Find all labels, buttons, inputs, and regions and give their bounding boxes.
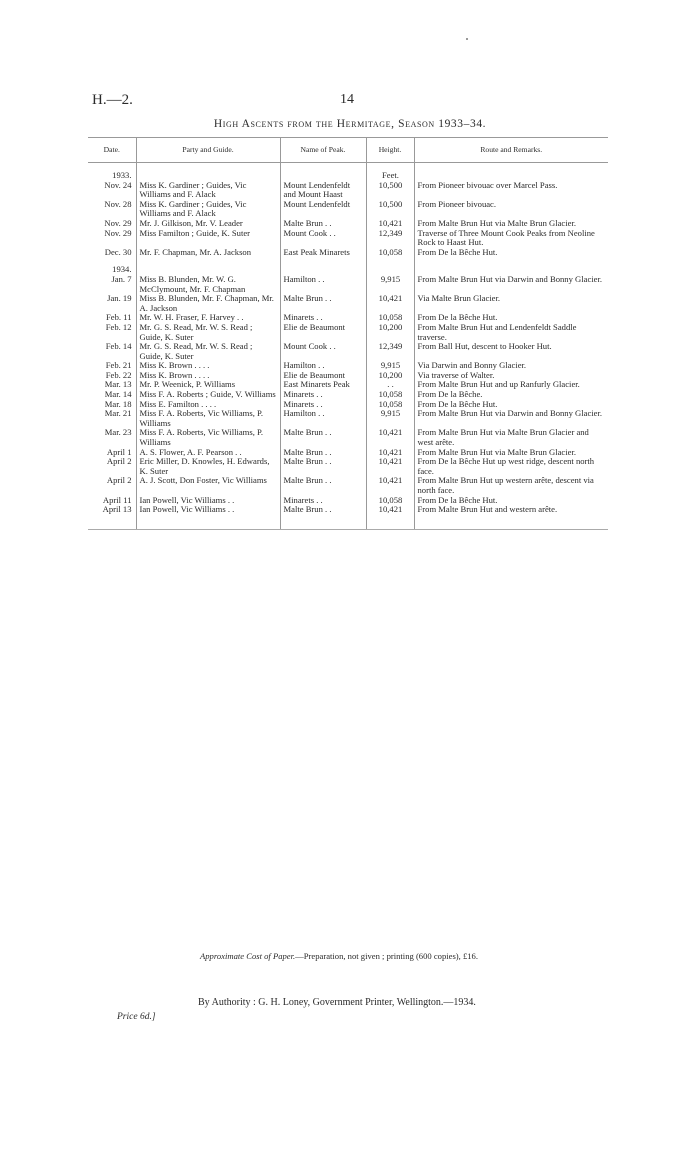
empty-cell bbox=[366, 257, 414, 275]
table-row bbox=[88, 428, 608, 447]
peak-name: Hamilton . . bbox=[280, 361, 366, 371]
ascent-date: Mar. 13 bbox=[104, 379, 132, 390]
table-row bbox=[88, 323, 608, 342]
route-remarks: From Malte Brun Hut and up Ranfurly Glacier. bbox=[414, 380, 608, 390]
peak-height: 10,500 bbox=[366, 181, 414, 200]
cost-note bbox=[200, 951, 478, 961]
ascents-table bbox=[88, 137, 608, 530]
route-remarks: From Malte Brun Hut via Malte Brun Glacier. bbox=[414, 219, 608, 229]
ascent-date: Feb. 12 bbox=[105, 321, 132, 332]
peak-name: Malte Brun . . bbox=[280, 448, 366, 458]
empty-cell bbox=[366, 515, 414, 530]
table-row bbox=[88, 505, 608, 515]
peak-height: 10,200 bbox=[366, 371, 414, 381]
route-remarks: From De la Bêche Hut. bbox=[414, 313, 608, 323]
party-and-guide: Mr. J. Gilkison, Mr. V. Leader bbox=[136, 219, 280, 229]
peak-name: Malte Brun . . bbox=[280, 294, 366, 313]
series-code: H.—2. bbox=[92, 92, 133, 108]
peak-name: Malte Brun . . bbox=[280, 219, 366, 229]
ascent-date: Mar. 21 bbox=[104, 408, 132, 419]
ascent-date: April 13 bbox=[102, 504, 132, 515]
price: Price 6d.] bbox=[117, 1012, 156, 1022]
peak-name: Hamilton . . bbox=[280, 409, 366, 428]
page-title: High Ascents from the Hermitage, Season 1933–34. bbox=[213, 118, 487, 130]
ascent-date: Mar. 18 bbox=[104, 398, 132, 409]
peak-height: 10,421 bbox=[366, 448, 414, 458]
empty-cell bbox=[136, 515, 280, 530]
page-number: 14 bbox=[340, 92, 354, 107]
peak-height: 12,349 bbox=[366, 229, 414, 248]
cost-text: —Preparation, not given ; printing (600 copies), £16. bbox=[295, 951, 478, 961]
peak-name: Minarets . . bbox=[280, 313, 366, 323]
route-remarks: From De la Bêche. bbox=[414, 390, 608, 400]
party-and-guide: Mr. F. Chapman, Mr. A. Jackson bbox=[136, 248, 280, 258]
peak-height: 9,915 bbox=[366, 409, 414, 428]
route-remarks: Via traverse of Walter. bbox=[414, 371, 608, 381]
table-row bbox=[88, 294, 608, 313]
peak-height: 10,421 bbox=[366, 428, 414, 447]
route-remarks: From De la Bêche Hut. bbox=[414, 248, 608, 258]
ascent-date: Feb. 22 bbox=[105, 369, 132, 380]
peak-height: 10,421 bbox=[366, 219, 414, 229]
table-header-row bbox=[88, 138, 608, 163]
peak-height: 10,421 bbox=[366, 294, 414, 313]
route-remarks: Via Darwin and Bonny Glacier. bbox=[414, 361, 608, 371]
peak-name: Malte Brun . . bbox=[280, 457, 366, 476]
peak-name: East Peak Minarets bbox=[280, 248, 366, 258]
party-and-guide: A. J. Scott, Don Foster, Vic Williams bbox=[136, 476, 280, 495]
peak-height: 9,915 bbox=[366, 275, 414, 294]
route-remarks: From De la Bêche Hut. bbox=[414, 400, 608, 410]
party-and-guide: Miss K. Gardiner ; Guides, Vic Williams and F. Alack bbox=[136, 181, 280, 200]
empty-cell bbox=[136, 257, 280, 275]
ascent-date: Nov. 28 bbox=[104, 198, 132, 209]
party-and-guide: Ian Powell, Vic Williams . . bbox=[136, 505, 280, 515]
route-remarks: From De la Bêche Hut. bbox=[414, 496, 608, 506]
peak-name: Minarets . . bbox=[280, 400, 366, 410]
empty-cell bbox=[88, 515, 136, 530]
route-remarks: From Malte Brun Hut up western arête, descent via north face. bbox=[414, 476, 608, 495]
year-row bbox=[88, 257, 608, 275]
route-remarks: From Malte Brun Hut via Darwin and Bonny Glacier. bbox=[414, 275, 608, 294]
empty-cell bbox=[414, 515, 608, 530]
party-and-guide: Miss B. Blunden, Mr. F. Chapman, Mr. A. Jackson bbox=[136, 294, 280, 313]
peak-height: . . bbox=[366, 380, 414, 390]
party-and-guide: Mr. G. S. Read, Mr. W. S. Read ; Guide, K. Suter bbox=[136, 323, 280, 342]
table-end-row bbox=[88, 515, 608, 530]
ascent-date: April 11 bbox=[102, 494, 132, 505]
cost-label: Approximate Cost of Paper. bbox=[200, 951, 296, 961]
peak-name: Mount Cook . . bbox=[280, 229, 366, 248]
party-and-guide: Mr. W. H. Fraser, F. Harvey . . bbox=[136, 313, 280, 323]
route-remarks: From Pioneer bivouac over Marcel Pass. bbox=[414, 181, 608, 200]
peak-name: Malte Brun . . bbox=[280, 505, 366, 515]
table-row bbox=[88, 476, 608, 495]
party-and-guide: Miss K. Gardiner ; Guides, Vic Williams and F. Alack bbox=[136, 200, 280, 219]
ascent-date: April 1 bbox=[106, 446, 132, 457]
peak-name: Malte Brun . . bbox=[280, 476, 366, 495]
peak-height: 10,421 bbox=[366, 457, 414, 476]
year-label: 1934. bbox=[112, 264, 132, 275]
authority-line: By Authority : G. H. Loney, Government Printer, Wellington.—1934. bbox=[198, 997, 476, 1008]
empty-cell bbox=[280, 163, 366, 181]
empty-cell bbox=[280, 257, 366, 275]
party-and-guide: Miss K. Brown . . . . bbox=[136, 371, 280, 381]
party-and-guide: Miss B. Blunden, Mr. W. G. McClymount, Mr. F. Chapman bbox=[136, 275, 280, 294]
party-and-guide: Eric Miller, D. Knowles, H. Edwards, K. Suter bbox=[136, 457, 280, 476]
peak-height: 10,421 bbox=[366, 476, 414, 495]
party-and-guide: Miss Familton ; Guide, K. Suter bbox=[136, 229, 280, 248]
peak-height: 10,200 bbox=[366, 323, 414, 342]
party-and-guide: Miss E. Familton . . . . bbox=[136, 400, 280, 410]
year-label: 1933. bbox=[112, 170, 132, 180]
speck bbox=[466, 38, 468, 40]
ascent-date: April 2 bbox=[106, 456, 132, 467]
route-remarks: From Malte Brun Hut via Malte Brun Glacier. bbox=[414, 448, 608, 458]
peak-height: 10,058 bbox=[366, 390, 414, 400]
peak-height: 10,058 bbox=[366, 313, 414, 323]
route-remarks: Traverse of Three Mount Cook Peaks from Neoline Rock to Haast Hut. bbox=[414, 229, 608, 248]
party-and-guide: Miss F. A. Roberts, Vic Williams, P. Williams bbox=[136, 409, 280, 428]
ascent-date: Dec. 30 bbox=[104, 246, 132, 257]
column-header-party: Party and Guide. bbox=[136, 138, 280, 163]
units-label: Feet. bbox=[366, 163, 414, 181]
ascent-date: Mar. 23 bbox=[104, 427, 132, 438]
peak-name: Elie de Beaumont bbox=[280, 371, 366, 381]
route-remarks: Via Malte Brun Glacier. bbox=[414, 294, 608, 313]
ascent-date: Jan. 19 bbox=[107, 293, 132, 304]
route-remarks: From Malte Brun Hut via Malte Brun Glacier and west arête. bbox=[414, 428, 608, 447]
peak-name: East Minarets Peak bbox=[280, 380, 366, 390]
route-remarks: From Malte Brun Hut via Darwin and Bonny Glacier. bbox=[414, 409, 608, 428]
empty-cell bbox=[136, 163, 280, 181]
table-row bbox=[88, 342, 608, 361]
party-and-guide: Miss K. Brown . . . . bbox=[136, 361, 280, 371]
ascent-date: Nov. 29 bbox=[104, 227, 132, 238]
year-row bbox=[88, 163, 608, 181]
peak-height: 10,421 bbox=[366, 505, 414, 515]
empty-cell bbox=[414, 257, 608, 275]
ascent-date: Feb. 11 bbox=[106, 312, 132, 323]
ascent-date: April 2 bbox=[106, 475, 132, 486]
table-row bbox=[88, 409, 608, 428]
ascent-date: Nov. 29 bbox=[104, 217, 132, 228]
route-remarks: From Ball Hut, descent to Hooker Hut. bbox=[414, 342, 608, 361]
peak-name: Mount Lendenfeldt and Mount Haast bbox=[280, 181, 366, 200]
column-header-height: Height. bbox=[366, 138, 414, 163]
table-row bbox=[88, 181, 608, 200]
route-remarks: From De la Bêche Hut up west ridge, descent north face. bbox=[414, 457, 608, 476]
table-row bbox=[88, 457, 608, 476]
ascent-date: Feb. 21 bbox=[105, 360, 132, 371]
table-row bbox=[88, 229, 608, 248]
party-and-guide: Miss F. A. Roberts, Vic Williams, P. Williams bbox=[136, 428, 280, 447]
ascent-date: Jan. 7 bbox=[111, 273, 132, 284]
party-and-guide: Miss F. A. Roberts ; Guide, V. Williams bbox=[136, 390, 280, 400]
peak-name: Elie de Beaumont bbox=[280, 323, 366, 342]
peak-name: Minarets . . bbox=[280, 496, 366, 506]
table-row bbox=[88, 200, 608, 219]
route-remarks: From Malte Brun Hut and western arête. bbox=[414, 505, 608, 515]
column-header-peak: Name of Peak. bbox=[280, 138, 366, 163]
peak-name: Minarets . . bbox=[280, 390, 366, 400]
peak-name: Mount Cook . . bbox=[280, 342, 366, 361]
column-header-route: Route and Remarks. bbox=[414, 138, 608, 163]
peak-name: Mount Lendenfeldt bbox=[280, 200, 366, 219]
peak-height: 12,349 bbox=[366, 342, 414, 361]
party-and-guide: Ian Powell, Vic Williams . . bbox=[136, 496, 280, 506]
empty-cell bbox=[280, 515, 366, 530]
peak-height: 9,915 bbox=[366, 361, 414, 371]
peak-height: 10,058 bbox=[366, 400, 414, 410]
peak-name: Malte Brun . . bbox=[280, 428, 366, 447]
column-header-date: Date. bbox=[88, 138, 136, 163]
peak-height: 10,500 bbox=[366, 200, 414, 219]
table-body bbox=[88, 163, 608, 530]
route-remarks: From Pioneer bivouac. bbox=[414, 200, 608, 219]
ascent-date: Feb. 14 bbox=[105, 341, 132, 352]
peak-name: Hamilton . . bbox=[280, 275, 366, 294]
ascent-date: Mar. 14 bbox=[104, 389, 132, 400]
party-and-guide: Mr. G. S. Read, Mr. W. S. Read ; Guide, K. Suter bbox=[136, 342, 280, 361]
party-and-guide: A. S. Flower, A. F. Pearson . . bbox=[136, 448, 280, 458]
peak-height: 10,058 bbox=[366, 248, 414, 258]
ascent-date: Nov. 24 bbox=[104, 179, 132, 190]
peak-height: 10,058 bbox=[366, 496, 414, 506]
party-and-guide: Mr. P. Weenick, P. Williams bbox=[136, 380, 280, 390]
table-row bbox=[88, 275, 608, 294]
table-row bbox=[88, 248, 608, 258]
route-remarks: From Malte Brun Hut and Lendenfeldt Saddle traverse. bbox=[414, 323, 608, 342]
empty-cell bbox=[414, 163, 608, 181]
